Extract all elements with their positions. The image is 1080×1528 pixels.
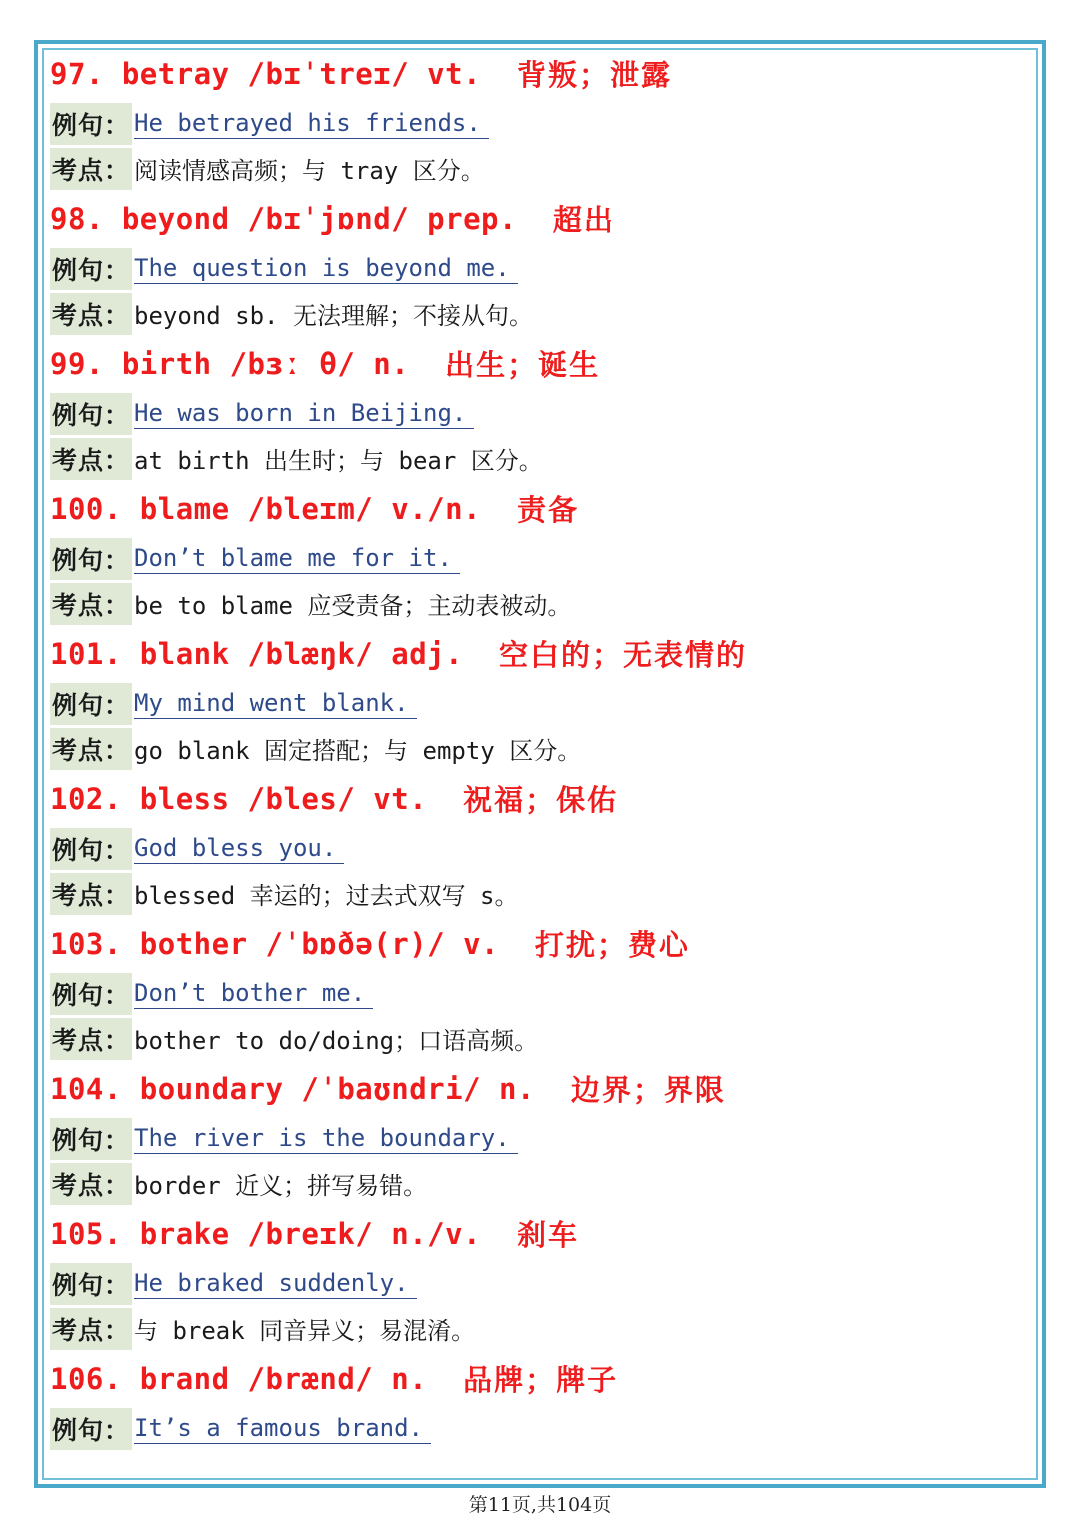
example-label: 例句： — [50, 1408, 132, 1450]
example-sentence: It’s a famous brand. — [134, 1413, 431, 1444]
note-text: 阅读情感高频；与 tray 区分。 — [134, 157, 485, 185]
vocab-entry — [50, 626, 1030, 771]
example-line — [50, 826, 1030, 871]
meaning: 出生；诞生 — [445, 348, 601, 382]
headword-line — [50, 1061, 1030, 1116]
headword-line — [50, 336, 1030, 391]
headword: 99. birth /bɜː θ/ n. — [50, 346, 410, 381]
example-line — [50, 1116, 1030, 1161]
example-sentence: God bless you. — [134, 833, 344, 864]
example-line — [50, 101, 1030, 146]
example-label: 例句： — [50, 973, 132, 1015]
headword: 104. boundary /ˈbaʊndri/ n. — [50, 1071, 535, 1106]
vocabulary-list — [50, 46, 1030, 1451]
note-label: 考点： — [50, 583, 132, 625]
note-line — [50, 581, 1030, 626]
example-sentence: Don’t bother me. — [134, 978, 373, 1009]
note-text: go blank 固定搭配；与 empty 区分。 — [134, 737, 582, 765]
spacer — [517, 202, 553, 236]
spacer — [481, 1217, 517, 1251]
note-text: at birth 出生时；与 bear 区分。 — [134, 447, 543, 475]
note-line — [50, 726, 1030, 771]
note-text: 与 break 同音异义；易混淆。 — [134, 1317, 476, 1345]
meaning: 超出 — [552, 203, 615, 237]
vocab-entry — [50, 916, 1030, 1061]
headword: 97. betray /bɪˈtreɪ/ vt. — [50, 56, 482, 91]
note-label: 考点： — [50, 148, 132, 190]
meaning: 边界；界限 — [570, 1073, 726, 1107]
headword-line — [50, 191, 1030, 246]
spacer — [409, 347, 445, 381]
spacer — [535, 1072, 571, 1106]
example-sentence: The river is the boundary. — [134, 1123, 518, 1154]
example-line — [50, 536, 1030, 581]
note-line — [50, 291, 1030, 336]
vocab-entry — [50, 46, 1030, 191]
example-label: 例句： — [50, 828, 132, 870]
headword-line — [50, 46, 1030, 101]
vocab-entry — [50, 1206, 1030, 1351]
spacer — [499, 927, 535, 961]
meaning: 刹车 — [516, 1218, 579, 1252]
headword-line — [50, 771, 1030, 826]
example-sentence: Don’t blame me for it. — [134, 543, 460, 574]
meaning: 背叛；泄露 — [516, 58, 672, 92]
note-label: 考点： — [50, 873, 132, 915]
headword-line — [50, 1351, 1030, 1406]
headword: 106. brand /brænd/ n. — [50, 1361, 428, 1396]
example-label: 例句： — [50, 103, 132, 145]
meaning: 祝福；保佑 — [463, 783, 619, 817]
note-text: be to blame 应受责备；主动表被动。 — [134, 592, 572, 620]
spacer — [463, 637, 499, 671]
example-label: 例句： — [50, 393, 132, 435]
example-sentence: The question is beyond me. — [134, 253, 518, 284]
example-line — [50, 391, 1030, 436]
spacer — [427, 782, 463, 816]
example-line — [50, 681, 1030, 726]
note-label: 考点： — [50, 438, 132, 480]
headword-line — [50, 481, 1030, 536]
example-sentence: My mind went blank. — [134, 688, 417, 719]
headword: 101. blank /blæŋk/ adj. — [50, 636, 464, 671]
note-label: 考点： — [50, 293, 132, 335]
meaning: 责备 — [516, 493, 579, 527]
example-sentence: He betrayed his friends. — [134, 108, 489, 139]
note-line — [50, 436, 1030, 481]
headword: 98. beyond /bɪˈjɒnd/ prep. — [50, 201, 517, 236]
spacer — [481, 492, 517, 526]
note-label: 考点： — [50, 1018, 132, 1060]
note-label: 考点： — [50, 1308, 132, 1350]
meaning: 打扰；费心 — [534, 928, 690, 962]
spacer — [481, 57, 517, 91]
note-text: border 近义；拼写易错。 — [134, 1172, 428, 1200]
example-label: 例句： — [50, 683, 132, 725]
note-text: bother to do/doing；口语高频。 — [134, 1027, 539, 1055]
note-line — [50, 1306, 1030, 1351]
note-text: beyond sb. 无法理解；不接从句。 — [134, 302, 533, 330]
example-label: 例句： — [50, 1263, 132, 1305]
headword: 100. blame /bleɪm/ v./n. — [50, 491, 482, 526]
vocab-entry — [50, 191, 1030, 336]
note-label: 考点： — [50, 728, 132, 770]
example-line — [50, 1406, 1030, 1451]
note-line — [50, 146, 1030, 191]
meaning: 品牌；牌子 — [463, 1363, 619, 1397]
note-line — [50, 871, 1030, 916]
example-label: 例句： — [50, 248, 132, 290]
vocab-entry — [50, 1061, 1030, 1206]
spacer — [427, 1362, 463, 1396]
example-line — [50, 246, 1030, 291]
example-label: 例句： — [50, 1118, 132, 1160]
headword: 102. bless /bles/ vt. — [50, 781, 428, 816]
headword: 103. bother /ˈbɒðə(r)/ v. — [50, 926, 499, 961]
vocab-entry — [50, 481, 1030, 626]
note-line — [50, 1016, 1030, 1061]
vocab-entry — [50, 771, 1030, 916]
note-label: 考点： — [50, 1163, 132, 1205]
headword-line — [50, 916, 1030, 971]
example-line — [50, 971, 1030, 1016]
headword-line — [50, 1206, 1030, 1261]
example-label: 例句： — [50, 538, 132, 580]
vocab-entry — [50, 1351, 1030, 1451]
note-line — [50, 1161, 1030, 1206]
page-footer: 第11页,共104页 — [468, 1494, 612, 1516]
example-sentence: He braked suddenly. — [134, 1268, 417, 1299]
vocab-entry — [50, 336, 1030, 481]
example-line — [50, 1261, 1030, 1306]
note-text: blessed 幸运的；过去式双写 s。 — [134, 882, 519, 910]
meaning: 空白的；无表情的 — [499, 638, 748, 672]
example-sentence: He was born in Beijing. — [134, 398, 474, 429]
headword: 105. brake /breɪk/ n./v. — [50, 1216, 482, 1251]
headword-line — [50, 626, 1030, 681]
